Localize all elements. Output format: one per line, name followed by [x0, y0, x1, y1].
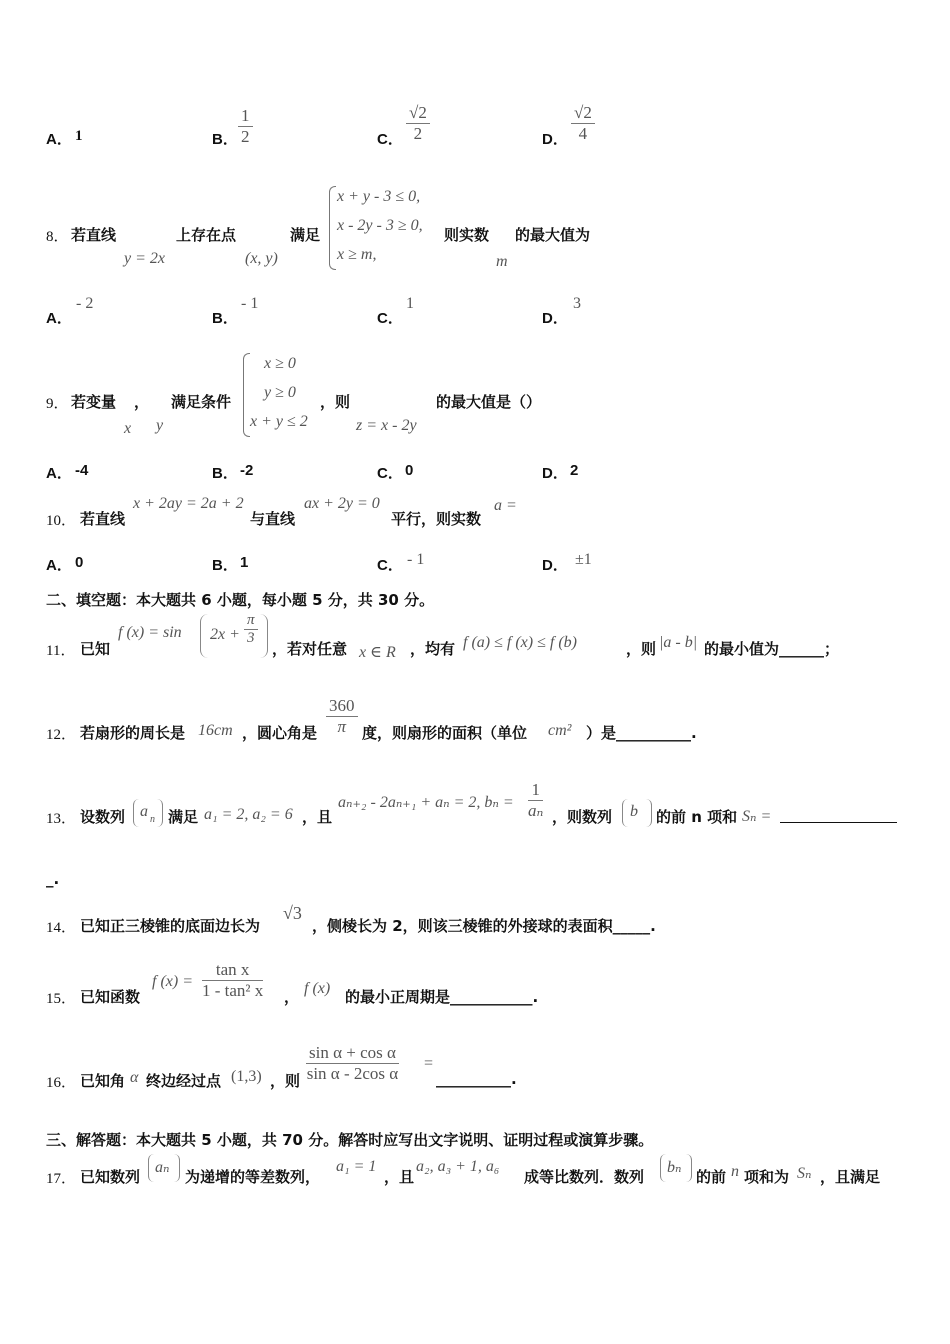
q13-b-den: aₙ	[528, 801, 544, 820]
q12-angle-fraction	[326, 696, 358, 737]
q9-option-a-value: -4	[75, 462, 89, 479]
q9-option-c-value: 0	[405, 462, 414, 479]
q12-text-2: ，圆心角是	[242, 724, 318, 742]
q11-pi: π	[244, 612, 258, 630]
q10-line-2: ax + 2y = 0	[304, 495, 380, 512]
q8-option-b-value: - 1	[241, 295, 259, 312]
q10-option-b-value: 1	[240, 554, 249, 571]
q8-text-3: 满足	[290, 226, 321, 244]
q16-text-1: 已知角	[80, 1072, 126, 1090]
q12-text-3: 度，则扇形的面积（单位	[362, 724, 528, 742]
q8-option-a-label: A．	[46, 310, 72, 327]
q7-b-numerator: 1	[238, 106, 253, 127]
q13-number: 13．	[46, 811, 77, 827]
q13-seq-braces	[133, 799, 163, 827]
q11-number: 11．	[46, 643, 76, 659]
q14-number: 14．	[46, 920, 77, 936]
q16-text-2: 终边经过点	[146, 1072, 222, 1090]
q10-number: 10．	[46, 513, 77, 529]
q9-constraint-3: x + y ≤ 2	[250, 413, 308, 430]
q7-d-numerator: √2	[571, 103, 595, 124]
q7-d-denominator: 4	[578, 124, 588, 143]
q9-system-brace	[243, 353, 250, 437]
q13-sn: Sₙ =	[742, 808, 772, 825]
q17-text-3: ，且	[384, 1168, 415, 1186]
q12-angle-den: π	[337, 717, 347, 736]
q15-num: tan x	[202, 960, 263, 981]
q7-option-b-fraction	[238, 106, 253, 147]
q15-f: f (x) =	[152, 973, 193, 990]
q9-objective: z = x - 2y	[356, 417, 417, 434]
q8-option-d-value: 3	[573, 295, 581, 312]
q16-fraction	[306, 1043, 399, 1084]
q16-point: (1,3)	[231, 1068, 262, 1085]
q13-seq: a	[140, 803, 148, 820]
q16-text-4: __________.	[436, 1070, 517, 1088]
q8-number: 8．	[46, 229, 69, 245]
q13-b-num: 1	[528, 780, 543, 801]
q8-text-4: 则实数	[444, 226, 490, 244]
q11-three: 3	[247, 630, 255, 646]
q8-text-5: 的最大值为	[515, 226, 591, 244]
q13-text-5: 的前 n 项和	[656, 808, 738, 826]
q16-number: 16．	[46, 1075, 77, 1091]
q9-option-b-value: -2	[240, 462, 254, 479]
q11-inequality: f (a) ≤ f (x) ≤ f (b)	[463, 634, 577, 651]
q9-text-4: ，则	[320, 393, 351, 411]
q11-text-5: 的最小值为______；	[704, 640, 840, 658]
q10-text-3: 平行，则实数	[391, 510, 482, 528]
q8-option-c-value: 1	[406, 295, 414, 312]
q8-option-c-label: C．	[377, 310, 403, 327]
q7-c-numerator: √2	[406, 103, 430, 124]
section-2-heading: 二、填空题：本大题共 6 小题，每小题 5 分，共 30 分。	[46, 591, 435, 609]
q10-line-1: x + 2ay = 2a + 2	[133, 495, 244, 512]
q9-text-3: 满足条件	[171, 393, 232, 411]
q8-option-a-value: - 2	[76, 295, 94, 312]
q7-b-denominator: 2	[241, 127, 250, 146]
q16-alpha: α	[130, 1069, 139, 1086]
q8-option-d-label: D．	[542, 310, 568, 327]
q17-sn: Sₙ	[797, 1165, 812, 1182]
q13-text-3: ，且	[302, 808, 333, 826]
q15-number: 15．	[46, 991, 77, 1007]
q7-option-d-fraction	[571, 103, 595, 144]
q9-option-b-label: B．	[212, 465, 238, 482]
q11-abs: |a - b|	[659, 634, 698, 651]
q9-var-x: x	[124, 420, 132, 437]
q14-root: √3	[283, 903, 302, 923]
q10-text-2: 与直线	[250, 510, 296, 528]
q12-unit: cm²	[548, 722, 572, 739]
q7-option-a-value: 1	[75, 128, 83, 144]
q10-option-a-label: A．	[46, 557, 72, 574]
q15-den: 1 - tan² x	[202, 981, 264, 1000]
q17-text-6: 项和为	[744, 1168, 790, 1186]
q11-function: f (x) = sin	[118, 624, 182, 641]
q8-option-b-label: B．	[212, 310, 238, 327]
q17-text-5: 的前	[696, 1168, 727, 1186]
q9-option-d-value: 2	[570, 462, 579, 479]
q17-seq: aₙ	[155, 1159, 170, 1176]
q10-option-b-label: B．	[212, 557, 238, 574]
q12-number: 12．	[46, 727, 77, 743]
q10-text-1: 若直线	[80, 510, 126, 528]
q7-option-b-label: B．	[212, 131, 238, 148]
q17-text-1: 已知数列	[80, 1168, 141, 1186]
q8-system-brace	[329, 186, 336, 270]
q15-text-1: 已知函数	[80, 988, 141, 1006]
q7-option-a-label: A．	[46, 131, 72, 148]
q13-seqb: b	[630, 803, 638, 820]
q11-inner: 2x +	[210, 626, 240, 643]
q8-point: (x, y)	[245, 250, 278, 267]
q13-seq-sub: n	[150, 814, 155, 825]
q16-text-3: ，则	[270, 1072, 301, 1090]
q7-option-c-label: C．	[377, 131, 403, 148]
q9-constraint-1: x ≥ 0	[264, 355, 296, 372]
q12-angle-num: 360	[326, 696, 358, 717]
q13-text-2: 满足	[168, 808, 199, 826]
q10-option-c-value: - 1	[407, 551, 425, 568]
q7-option-c-fraction	[406, 103, 430, 144]
q10-option-c-label: C．	[377, 557, 403, 574]
q9-option-d-label: D．	[542, 465, 568, 482]
q15-f2: f (x)	[304, 980, 331, 997]
q9-option-a-label: A．	[46, 465, 72, 482]
q13-tail: _.	[46, 870, 60, 888]
q8-constraint-1: x + y - 3 ≤ 0,	[337, 188, 421, 205]
q16-num: sin α + cos α	[306, 1043, 399, 1064]
q8-variable: m	[496, 253, 508, 270]
q9-text-5: 的最大值是（）	[436, 393, 542, 411]
q17-text-7: ，且满足	[820, 1168, 881, 1186]
q15-fraction	[202, 960, 263, 1001]
q8-line-eq: y = 2x	[124, 250, 165, 267]
q7-c-denominator: 2	[413, 124, 423, 143]
q10-option-a-value: 0	[75, 554, 84, 571]
q10-end: a =	[494, 497, 517, 514]
q15-text-2: ，	[284, 988, 300, 1006]
q9-constraint-2: y ≥ 0	[264, 384, 296, 401]
q12-text-1: 若扇形的周长是	[80, 724, 186, 742]
q13-text-1: 设数列	[80, 808, 126, 826]
q7-option-d-label: D．	[542, 131, 568, 148]
q14-text-2: ，侧棱长为 2，则该三棱锥的外接球的表面积_____.	[312, 917, 656, 935]
q12-perimeter: 16cm	[198, 722, 233, 739]
q13-recurrence: aₙ₊₂ - 2aₙ₊₁ + aₙ = 2, bₙ =	[338, 794, 514, 811]
q13-answer-blank	[780, 822, 897, 823]
q13-initial: a₁ = 2, a₂ = 6	[204, 806, 293, 823]
q11-text-4: ，则	[626, 640, 657, 658]
q17-text-2: 为递增的等差数列，	[185, 1168, 321, 1186]
q11-text-1: 已知	[80, 640, 111, 658]
q8-constraint-3: x ≥ m,	[337, 246, 377, 263]
q14-text-1: 已知正三棱锥的底面边长为	[80, 917, 261, 935]
q15-text-3: 的最小正周期是___________.	[345, 988, 539, 1006]
q16-den: sin α - 2cos α	[306, 1064, 399, 1083]
q11-pi-over-3	[244, 612, 258, 647]
q9-text-2: ，	[134, 393, 150, 411]
q8-constraint-2: x - 2y - 3 ≥ 0,	[337, 217, 423, 234]
q11-text-2: ，若对任意	[272, 640, 348, 658]
q17-number: 17．	[46, 1171, 77, 1187]
q9-number: 9．	[46, 396, 69, 412]
q13-text-4: ，则数列	[552, 808, 613, 826]
q9-text-1: 若变量	[71, 393, 117, 411]
q17-text-4: 成等比数列．数列	[524, 1168, 645, 1186]
q8-text-2: 上存在点	[176, 226, 237, 244]
q10-option-d-label: D．	[542, 557, 568, 574]
q9-var-y: y	[156, 417, 164, 434]
q8-text-1: 若直线	[71, 226, 117, 244]
q11-set: x ∈ R	[359, 644, 396, 661]
q17-seqb: bₙ	[667, 1159, 682, 1176]
q12-text-4: ）是__________.	[586, 724, 697, 742]
section-3-heading: 三、解答题：本大题共 5 小题，共 70 分。解答时应写出文字说明、证明过程或演算步骤。	[46, 1131, 654, 1149]
q9-option-c-label: C．	[377, 465, 403, 482]
q13-b-fraction	[528, 780, 543, 821]
q16-equals: =	[424, 1055, 434, 1072]
q17-terms: a₂, a₃ + 1, a₆	[416, 1158, 500, 1175]
q11-text-3: ，均有	[410, 640, 456, 658]
q17-n: n	[731, 1163, 739, 1180]
q10-option-d-value: ±1	[575, 551, 592, 568]
q17-a1: a₁ = 1	[336, 1158, 377, 1175]
